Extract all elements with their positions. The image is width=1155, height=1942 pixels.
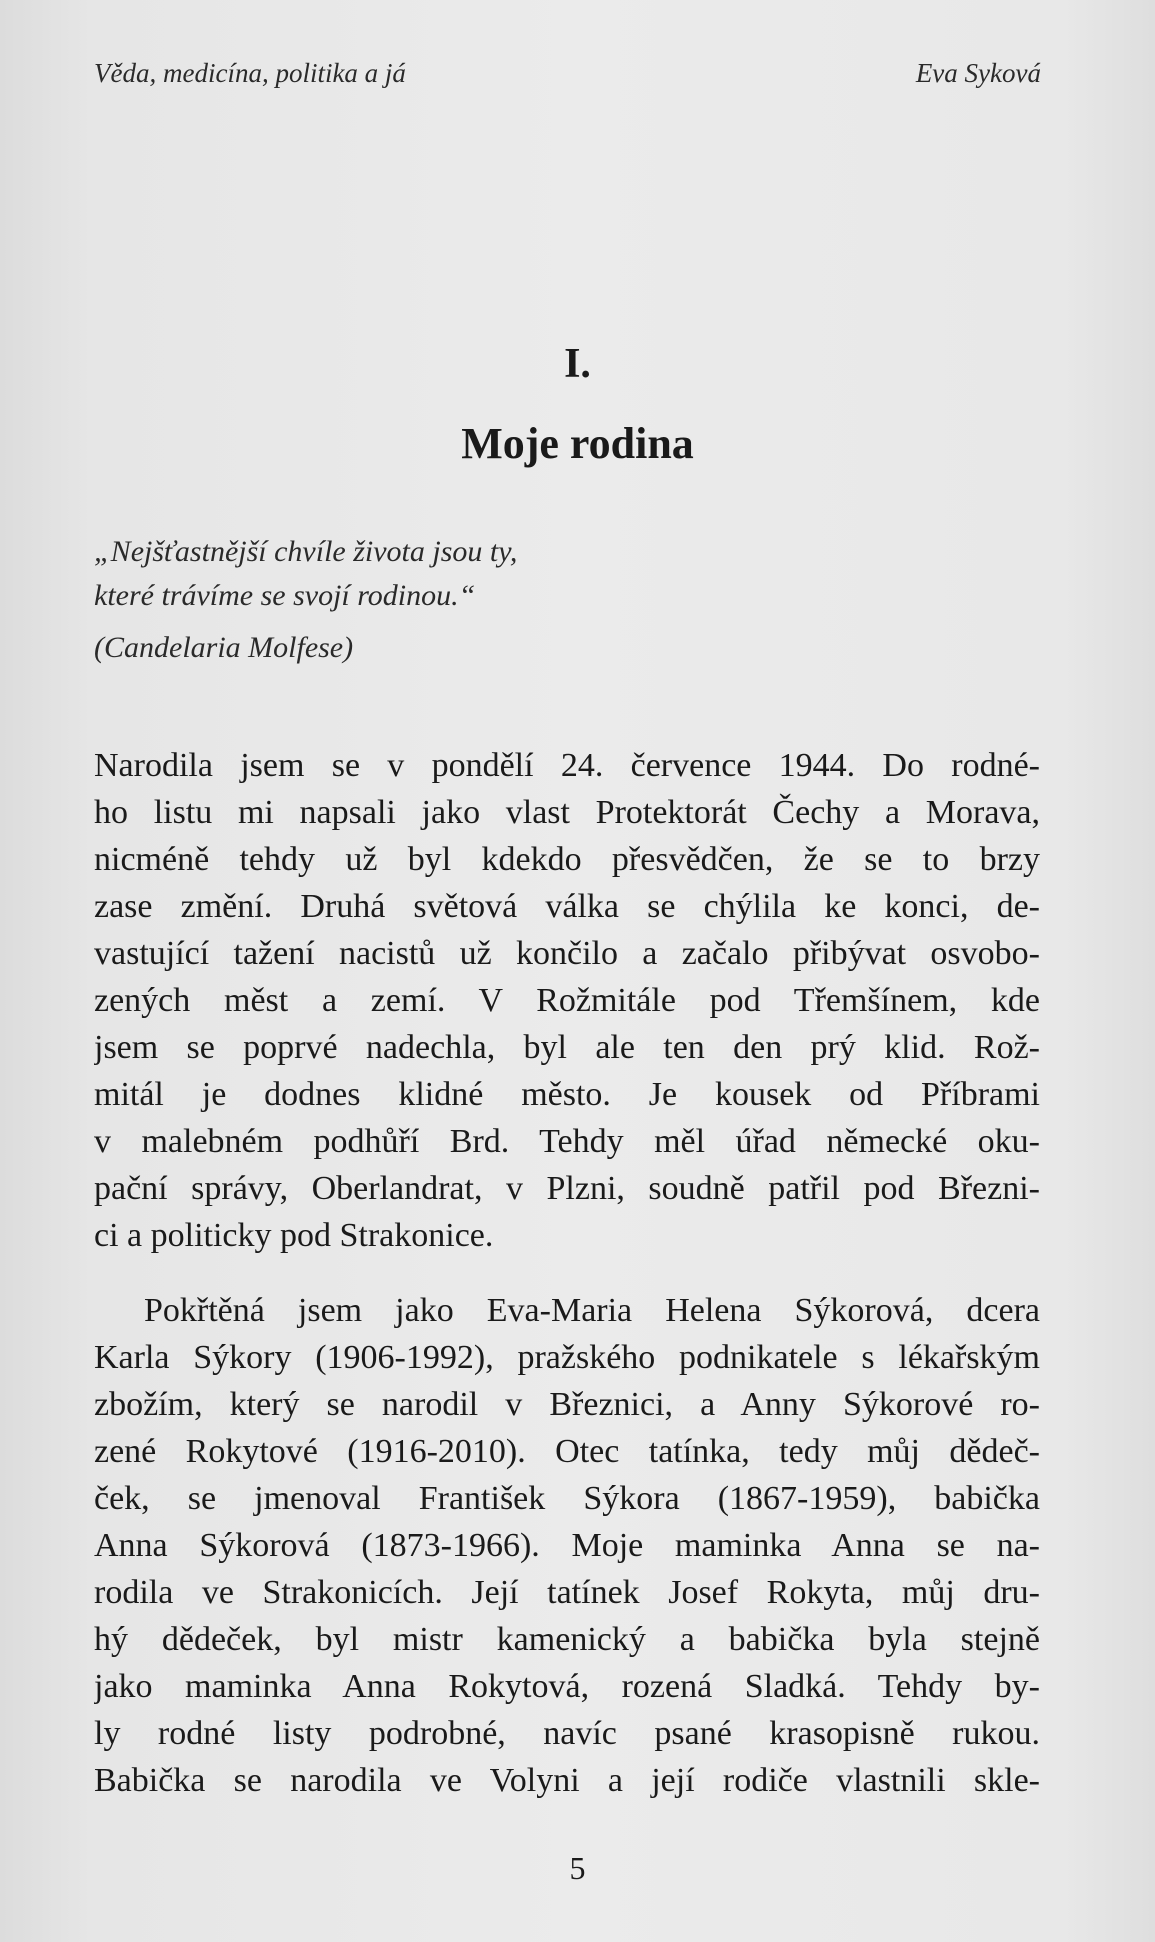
text-line: ček, se jmenoval František Sýkora (1867-1959), babička: [94, 1480, 1040, 1517]
text-line: ly rodné listy podrobné, navíc psané krasopisně rukou.: [94, 1715, 1040, 1752]
chapter-number: I.: [564, 341, 591, 387]
epigraph-line: „Nejšťastnější chvíle života jsou ty,: [94, 535, 518, 568]
text-line: vastující tažení nacistů už končilo a začalo přibývat osvobo-: [94, 935, 1040, 972]
text-line: jako maminka Anna Rokytová, rozená Sladká. Tehdy by-: [94, 1668, 1040, 1705]
header-book-title: Věda, medicína, politika a já: [94, 58, 406, 88]
paragraph-1: [94, 742, 1040, 1259]
text-line: zené Rokytové (1916-2010). Otec tatínka, tedy můj dědeč-: [94, 1433, 1040, 1470]
paragraph-2: [94, 1287, 1040, 1804]
text-line: ci a politicky pod Strakonice.: [94, 1217, 494, 1254]
page-number: 5: [569, 1850, 586, 1886]
epigraph-author: (Candelaria Molfese): [94, 631, 354, 664]
text-line: pační správy, Oberlandrat, v Plzni, soudně patřil pod Březni-: [94, 1170, 1040, 1207]
text-line: jsem se poprvé nadechla, byl ale ten den prý klid. Rož-: [94, 1029, 1040, 1066]
text-line: rodila ve Strakonicích. Její tatínek Josef Rokyta, můj dru-: [94, 1574, 1040, 1611]
text-line: Pokřtěná jsem jako Eva-Maria Helena Sýkorová, dcera: [144, 1292, 1040, 1329]
text-line: Karla Sýkory (1906-1992), pražského podnikatele s lékařským: [94, 1339, 1040, 1376]
epigraph: [94, 530, 517, 618]
text-line: nicméně tehdy už byl kdekdo přesvědčen, že se to brzy: [94, 841, 1040, 878]
text-line: hý dědeček, byl mistr kamenický a babička byla stejně: [94, 1621, 1040, 1658]
text-line: zených měst a zemí. V Rožmitále pod Třemšínem, kde: [94, 982, 1040, 1019]
text-line: zase změní. Druhá světová válka se chýlila ke konci, de-: [94, 888, 1040, 925]
chapter-title: Moje rodina: [461, 419, 694, 468]
text-line: zbožím, který se narodil v Březnici, a Anny Sýkorové ro-: [94, 1386, 1040, 1423]
text-line: ho listu mi napsali jako vlast Protektorát Čechy a Morava,: [94, 794, 1040, 831]
text-line: Babička se narodila ve Volyni a její rodiče vlastnili skle-: [94, 1762, 1040, 1799]
running-header: [94, 58, 1041, 98]
text-line: mitál je dodnes klidné město. Je kousek od Příbrami: [94, 1076, 1040, 1113]
header-author: Eva Syková: [915, 58, 1041, 88]
text-line: Narodila jsem se v pondělí 24. července 1944. Do rodné-: [94, 747, 1040, 784]
epigraph-line: které trávíme se svojí rodinou.“: [94, 579, 476, 612]
text-line: v malebném podhůří Brd. Tehdy měl úřad německé oku-: [94, 1123, 1040, 1160]
text-line: Anna Sýkorová (1873-1966). Moje maminka Anna se na-: [94, 1527, 1040, 1564]
